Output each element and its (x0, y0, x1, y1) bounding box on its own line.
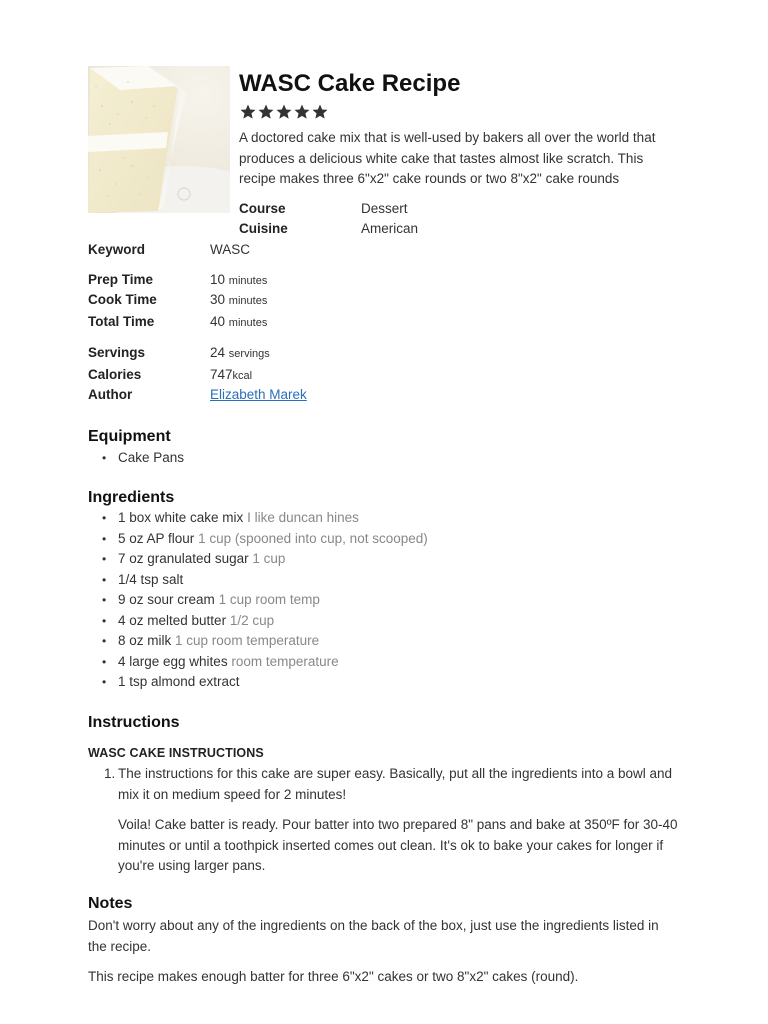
ingredient-text: 1/4 tsp salt (118, 571, 184, 587)
cook-time-value: 30 minutes (210, 292, 268, 307)
keyword-label: Keyword (88, 242, 146, 257)
list-item: • Cake Pans (100, 448, 184, 469)
ingredient-item (100, 631, 428, 652)
servings-label: Servings (88, 345, 146, 360)
cook-time-label: Cook Time (88, 292, 157, 307)
ingredient-item (100, 611, 428, 632)
step-number: 1. (104, 766, 116, 781)
cuisine-label: Cuisine (239, 221, 288, 236)
ingredient-item (100, 570, 428, 591)
ingredient-note: room temperature (231, 653, 339, 669)
prep-time-label: Prep Time (88, 272, 154, 287)
star-rating[interactable] (239, 103, 329, 121)
cake-slice-image (88, 66, 230, 213)
ingredient-text: 4 large egg whites (118, 653, 228, 669)
notes-paragraph-1: Don't worry about any of the ingredients on the back of the box, just use the ingredients listed in the recipe. (88, 918, 659, 954)
ingredient-note: I like duncan hines (247, 510, 359, 525)
ingredients-heading: Ingredients (88, 489, 175, 506)
calories-label: Calories (88, 367, 142, 382)
total-time-value: 40 minutes (210, 314, 268, 329)
star-icon[interactable] (311, 103, 329, 121)
ingredient-text: 5 oz AP flour (118, 530, 195, 546)
ingredient-note: 1/2 cup (229, 612, 275, 628)
author-link[interactable]: Elizabeth Marek (210, 387, 307, 402)
prep-time-value: 10 minutes (210, 272, 268, 287)
ingredient-text: 7 oz granulated sugar (118, 551, 249, 566)
recipe-summary: A doctored cake mix that is well-used by bakers all over the world that produces a delicious white cake that tastes almost like scratch. This recipe makes three 6"x2" cake rounds or two 8"x2" cake rounds (239, 130, 656, 186)
ingredient-item (100, 590, 428, 611)
ingredient-note: 1 cup (spooned into cup, not scooped) (198, 530, 428, 546)
instruction-step-1: The instructions for this cake are super easy. Basically, put all the ingredients into a bowl and mix it on medium speed for 2 minutes! (118, 766, 673, 802)
ingredient-item (100, 672, 428, 693)
ingredient-note: 1 cup (252, 551, 286, 566)
equipment-list (100, 448, 184, 469)
ingredient-item (100, 508, 428, 529)
total-time-label: Total Time (88, 314, 155, 329)
calories-value: 747kcal (210, 367, 253, 382)
ingredients-list (100, 508, 428, 693)
ingredient-text: 9 oz sour cream (118, 592, 215, 607)
cake-photo (88, 66, 230, 213)
author-label: Author (88, 387, 133, 402)
course-label: Course (239, 201, 286, 216)
course-value: Dessert (361, 201, 408, 216)
recipe-title: WASC Cake Recipe (239, 70, 461, 97)
equipment-heading: Equipment (88, 428, 171, 445)
keyword-value: WASC (210, 242, 250, 257)
ingredient-item (100, 652, 428, 673)
instructions-heading: Instructions (88, 714, 180, 731)
notes-paragraph-2: This recipe makes enough batter for three 6"x2" cakes or two 8"x2" cakes (round). (88, 969, 579, 984)
servings-value: 24 servings (210, 345, 270, 360)
star-icon[interactable] (239, 103, 257, 121)
instruction-group-heading: WASC CAKE INSTRUCTIONS (88, 746, 264, 760)
ingredient-text: 4 oz melted butter (118, 612, 227, 628)
star-icon[interactable] (293, 103, 311, 121)
ingredient-note: 1 cup room temperature (175, 633, 320, 648)
ingredient-item (100, 549, 428, 570)
instruction-step-1-continued: Voila! Cake batter is ready. Pour batter into two prepared 8" pans and bake at 350ºF for 30-40 minutes or until a toothpick inserted comes out clean. It's ok to bake your cakes for longer if you're using larger pans. (118, 817, 678, 873)
ingredient-text: 8 oz milk (118, 633, 172, 648)
cuisine-value: American (361, 221, 419, 236)
star-icon[interactable] (257, 103, 275, 121)
star-icon[interactable] (275, 103, 293, 121)
ingredient-text: 1 box white cake mix (118, 510, 244, 525)
notes-heading: Notes (88, 895, 133, 912)
ingredient-item (100, 529, 428, 550)
ingredient-text: 1 tsp almond extract (118, 674, 240, 689)
ingredient-note: 1 cup room temp (218, 592, 320, 607)
